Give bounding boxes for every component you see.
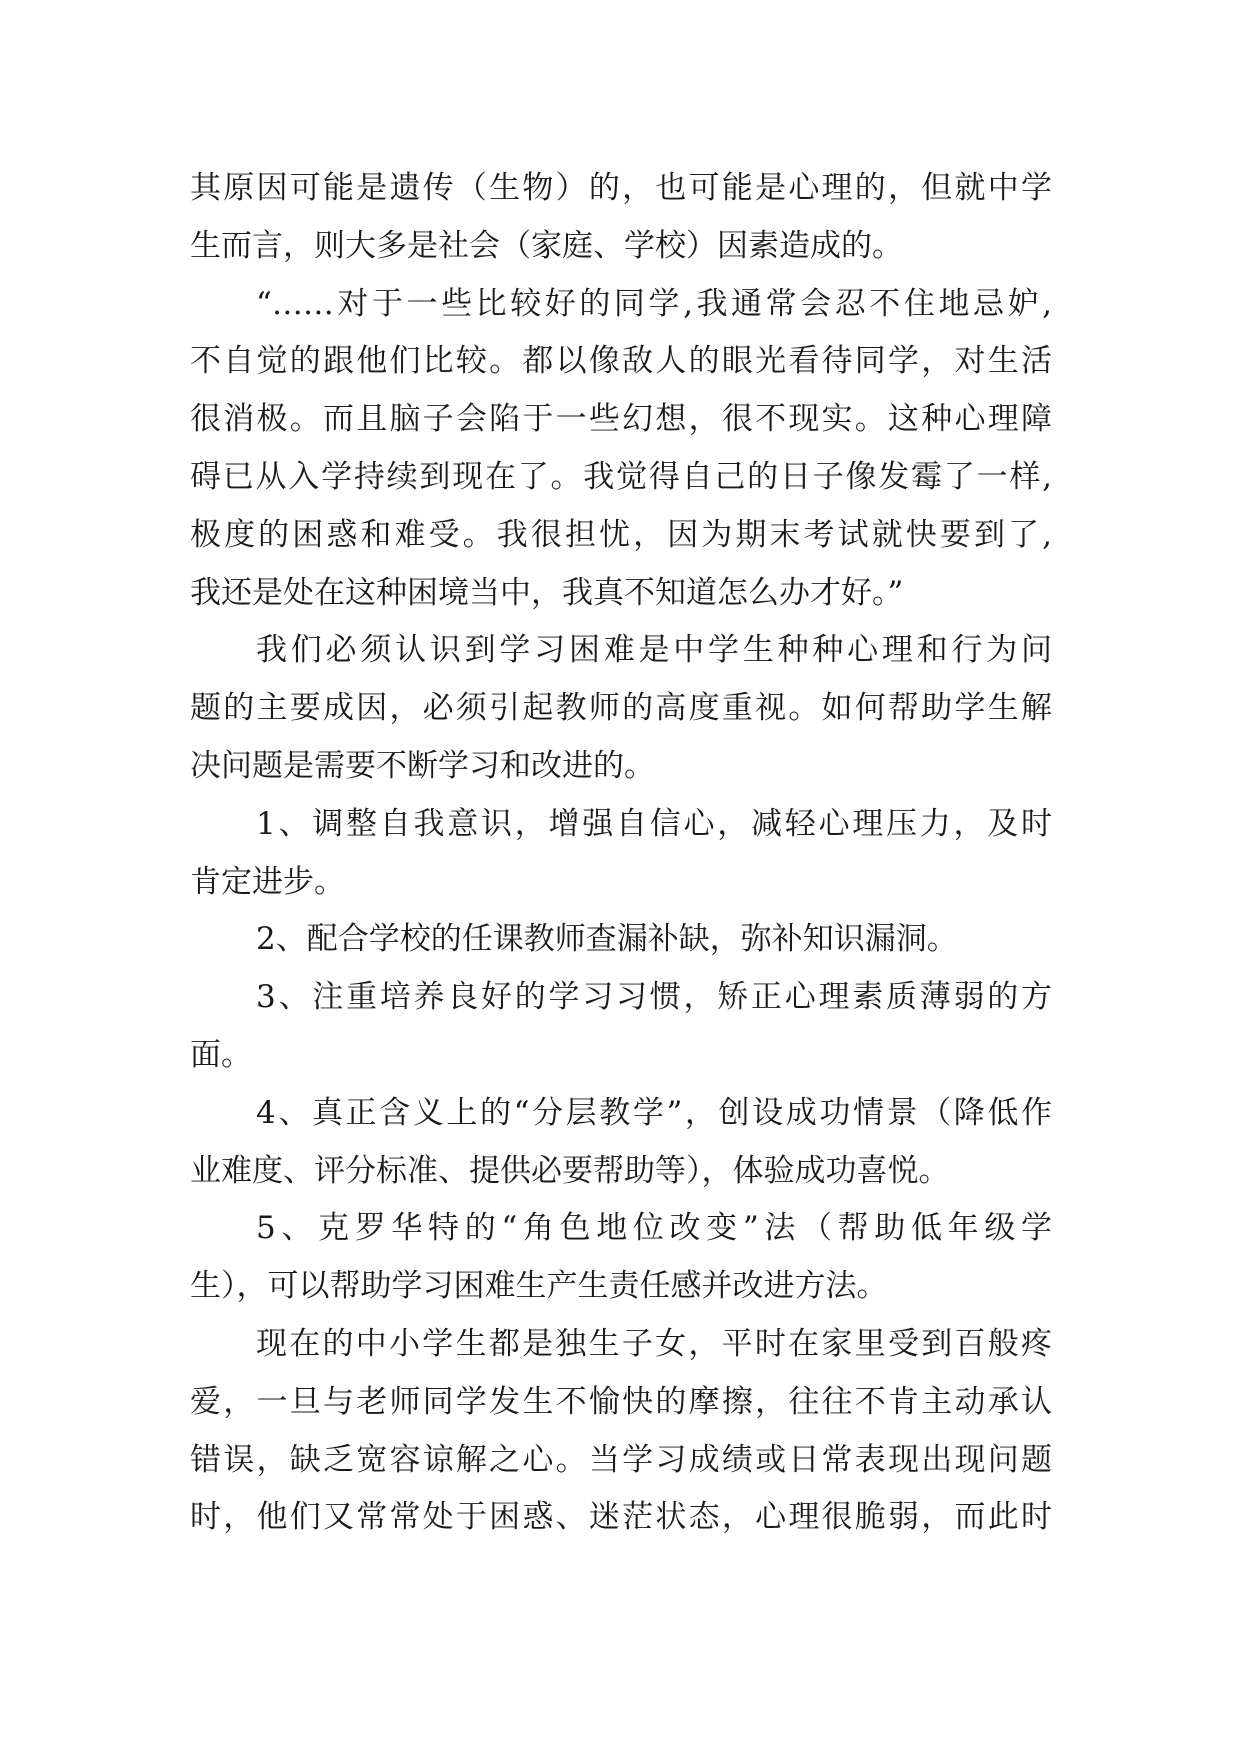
text-line: 面。 [190, 1036, 252, 1073]
text-line: 现在的中小学生都是独生子女，平时在家里受到百般疼 [256, 1325, 1052, 1362]
text-line: “……对于一些比较好的同学,我通常会忍不住地忌妒, [256, 285, 1052, 322]
text-line: 5、克罗华特的“角色地位改变”法（帮助低年级学 [256, 1210, 1052, 1247]
text-line: 2、配合学校的任课教师查漏补缺，弥补知识漏洞。 [256, 921, 958, 958]
text-line: 肯定进步。 [190, 863, 345, 900]
text-line: 错误，缺乏宽容谅解之心。当学习成绩或日常表现出现问题 [190, 1441, 1052, 1478]
text-line: 不自觉的跟他们比较。都以像敌人的眼光看待同学，对生活 [190, 343, 1052, 380]
text-line: 1、调整自我意识，增强自信心，减轻心理压力，及时 [256, 805, 1052, 842]
text-line: 题的主要成因，必须引起教师的高度重视。如何帮助学生解 [190, 690, 1052, 727]
text-line: 3、注重培养良好的学习习惯，矫正心理素质薄弱的方 [256, 979, 1052, 1016]
text-line: 生），可以帮助学习困难生产生责任感并改进方法。 [190, 1268, 888, 1305]
text-line: 时，他们又常常处于困惑、迷茫状态，心理很脆弱，而此时 [190, 1499, 1052, 1536]
text-line: 我还是处在这种困境当中，我真不知道怎么办才好。” [190, 574, 904, 611]
text-line: 我们必须认识到学习困难是中学生种种心理和行为问 [256, 632, 1052, 669]
body-text [190, 160, 1052, 1547]
text-line: 4、真正含义上的“分层教学”，创设成功情景（降低作 [256, 1094, 1052, 1131]
text-line: 极度的困惑和难受。我很担忧，因为期末考试就快要到了, [190, 516, 1052, 553]
text-line: 爱，一旦与老师同学发生不愉快的摩擦，往往不肯主动承认 [190, 1383, 1052, 1420]
text-line: 其原因可能是遗传（生物）的，也可能是心理的，但就中学 [190, 170, 1052, 206]
text-line: 决问题是需要不断学习和改进的。 [190, 747, 655, 784]
text-line: 很消极。而且脑子会陷于一些幻想，很不现实。这种心理障 [190, 401, 1052, 438]
text-line: 碍已从入学持续到现在了。我觉得自己的日子像发霉了一样, [190, 458, 1052, 495]
text-line: 业难度、评分标准、提供必要帮助等），体验成功喜悦。 [190, 1152, 950, 1189]
text-line: 生而言，则大多是社会（家庭、学校）因素造成的。 [190, 227, 903, 264]
